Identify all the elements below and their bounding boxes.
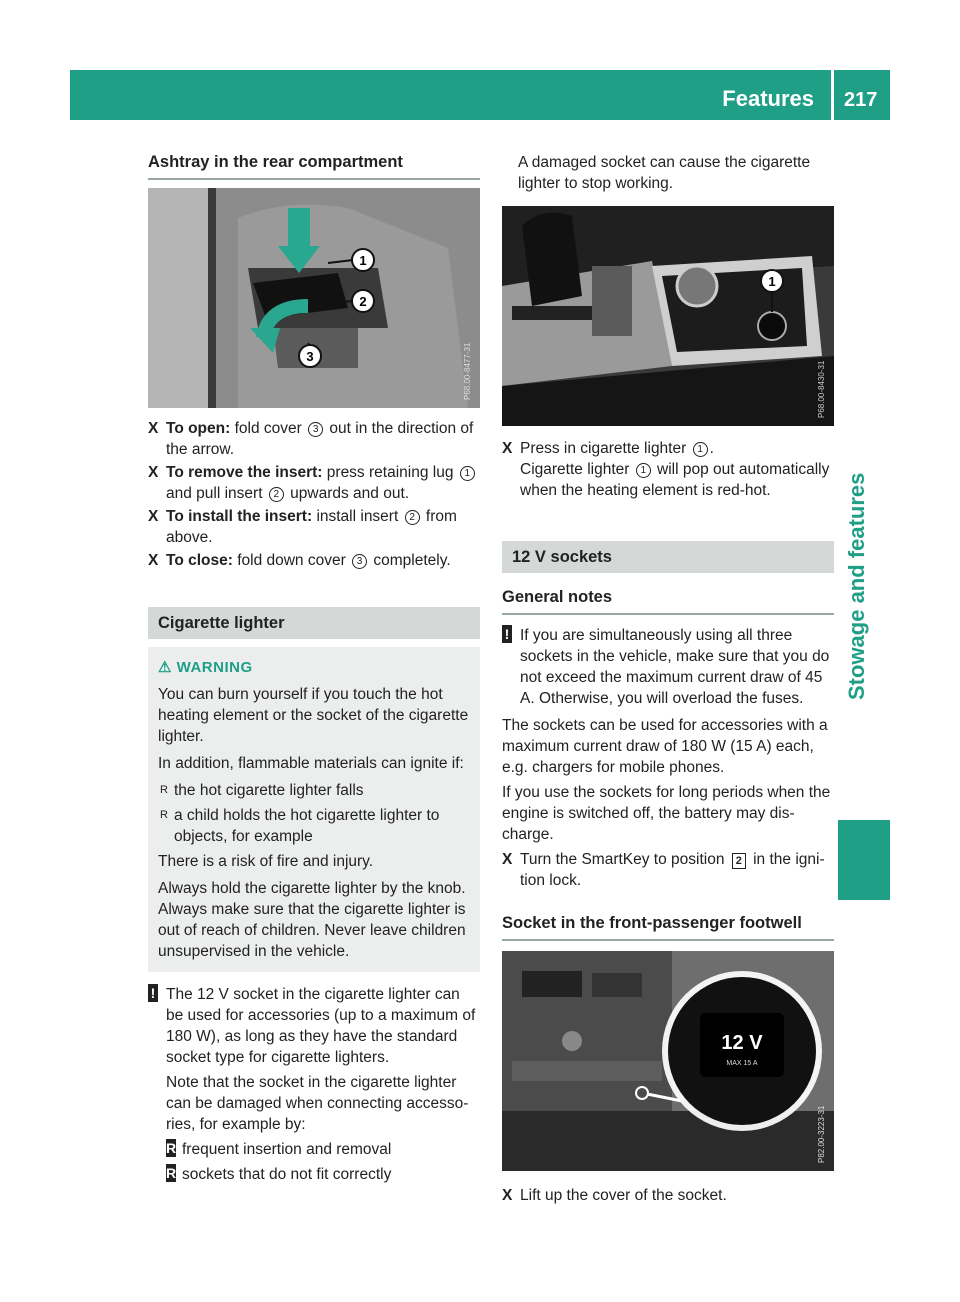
callout-ref: 3	[308, 422, 323, 437]
left-column	[148, 150, 480, 1191]
step-text: from above.	[166, 508, 457, 546]
lighter-photo	[502, 206, 834, 426]
socket-label: 12 V	[721, 1032, 763, 1054]
callout-ref: 1	[693, 442, 708, 457]
notice-icon: !	[502, 625, 512, 643]
step-arrow-icon: X	[148, 552, 159, 569]
step-text: Turn the SmartKey to position	[520, 851, 725, 868]
step-text: fold cover	[234, 420, 302, 437]
step-label: To close:	[166, 552, 233, 569]
step-smartkey	[502, 849, 834, 891]
warning-text: Always hold the cigarette lighter by the knob. Always make sure that the cigarette lighter is out of reach of children. Never leave children unsupervised in the vehicle.	[158, 880, 466, 960]
step-arrow-icon: X	[148, 464, 159, 481]
step-open	[148, 418, 480, 460]
damaged-text: A damaged socket can cause the cigarette lighter to stop working.	[518, 154, 811, 192]
step-label: To remove the insert:	[166, 464, 323, 481]
warning-text: You can burn yourself if you touch the hot heating element or the socket of the cigarette lighter.	[158, 686, 469, 745]
notice-bullet	[166, 1164, 480, 1185]
step-text: completely.	[373, 552, 451, 569]
warning-title	[158, 657, 472, 684]
step-arrow-icon: X	[502, 1187, 513, 1204]
step-arrow-icon: X	[502, 440, 513, 457]
step-text: fold down cover	[237, 552, 346, 569]
bullet-text: a child holds the hot cigarette lighter to objects, for example	[174, 807, 440, 845]
bullet-icon: R	[160, 784, 168, 796]
warning-text: There is a risk of fire and injury.	[158, 853, 374, 870]
step-text: Press in cigarette lighter	[520, 440, 687, 457]
bullet-icon: R	[160, 809, 168, 821]
lighter-steps	[502, 438, 834, 501]
callout-ref: 1	[636, 463, 651, 478]
bullet-text: sockets that do not fit correctly	[182, 1166, 392, 1183]
footwell-photo	[502, 951, 834, 1171]
socket-sublabel: MAX 15 A	[726, 1060, 758, 1067]
notice-text: If you are simultaneously using all three sockets in the vehicle, make sure that you do not exceed the maximum current draw of 45 A. Otherwise, you will overload the fuses.	[520, 627, 830, 707]
step-remove	[148, 462, 480, 504]
step-press-lighter: X Press in cigarette lighter 1 . Cigarette lighter 1 will pop out automatically when the heating element is red-hot.	[502, 440, 830, 499]
bullet-icon: R	[166, 1140, 177, 1156]
step-arrow-icon: X	[502, 851, 513, 868]
step-text: and pull insert	[166, 485, 263, 502]
page-number: 217	[844, 89, 878, 111]
step-text: will pop out automatically when the heating element is red-hot.	[520, 461, 830, 499]
warning-label: WARNING	[176, 659, 253, 676]
callout-ref: 1	[460, 466, 475, 481]
sockets-text: The sockets can be used for accessories with a maximum current draw of 180 W (15 A) each, e.g. chargers for mobile phones.	[502, 717, 828, 776]
callout-ref: 2	[405, 510, 420, 525]
callout-ref: 2	[269, 487, 284, 502]
side-label-text: Stowage and features	[844, 472, 869, 700]
header-separator	[831, 70, 834, 120]
bullet-text: frequent insertion and removal	[182, 1141, 392, 1158]
sockets-text: If you use the sockets for long periods when the engine is switched off, the battery may dis-charge.	[502, 784, 831, 843]
side-tab-block	[838, 820, 890, 900]
general-notes-heading: General notes	[502, 585, 834, 615]
cigarette-lighter-heading: Cigarette lighter	[148, 607, 480, 639]
step-label: To open:	[166, 420, 231, 437]
step-text: Cigarette lighter	[520, 461, 630, 478]
warning-box	[148, 647, 480, 972]
callout-3: 3	[306, 349, 314, 364]
notice-icon: !	[148, 984, 158, 1002]
callout-2: 2	[359, 294, 367, 309]
step-text: upwards and out.	[290, 485, 410, 502]
ashtray-steps	[148, 418, 480, 571]
warning-bullet	[158, 805, 472, 847]
notice-text: Note that the socket in the cigarette lighter can be damaged when connecting accesso-ries, for example by:	[166, 1074, 469, 1133]
callout-1: 1	[768, 274, 776, 289]
bullet-icon: R	[166, 1165, 177, 1181]
sockets-notice	[502, 625, 834, 709]
footwell-heading: Socket in the front-passenger footwell	[502, 911, 834, 941]
header-title: Features	[722, 86, 814, 111]
bullet-text: the hot cigarette lighter falls	[174, 782, 364, 799]
notice-bullet	[166, 1139, 480, 1160]
step-label: To install the insert:	[166, 508, 313, 525]
warning-text: In addition, flammable materials can ignite if:	[158, 755, 464, 772]
step-text: in the igni-tion lock.	[520, 851, 825, 889]
step-close	[148, 550, 480, 571]
footwell-illustration	[502, 951, 834, 1171]
step-install	[148, 506, 480, 548]
step-text: out in the direction of the arrow.	[166, 420, 474, 458]
step-arrow-icon: X	[148, 420, 159, 437]
step-text: install insert	[316, 508, 399, 525]
step-text: Lift up the cover of the socket.	[520, 1187, 727, 1204]
image-code: P68.00-8430-31	[817, 360, 826, 418]
console-illustration	[502, 206, 834, 426]
step-text: press retaining lug	[326, 464, 454, 481]
notice-text: The 12 V socket in the cigarette lighter can be used for accessories (up to a maximum of 180 W), as long as they have the standard socket type for cigarette lighters.	[166, 986, 476, 1066]
position-ref: 2	[732, 853, 746, 869]
notice-block	[148, 984, 480, 1185]
warning-icon: ⚠	[158, 659, 177, 676]
warning-bullet	[158, 780, 472, 801]
callout-1: 1	[359, 253, 367, 268]
callout-ref: 3	[352, 554, 367, 569]
ashtray-illustration	[148, 188, 480, 408]
image-code: P82.00-3223-31	[817, 1105, 826, 1163]
ashtray-photo	[148, 188, 480, 408]
ashtray-heading: Ashtray in the rear compartment	[148, 150, 480, 180]
step-lift-cover	[502, 1185, 834, 1206]
image-code: P68.00-8477-31	[463, 342, 472, 400]
right-column	[502, 152, 834, 1208]
step-arrow-icon: X	[148, 508, 159, 525]
sockets-heading: 12 V sockets	[502, 541, 834, 573]
